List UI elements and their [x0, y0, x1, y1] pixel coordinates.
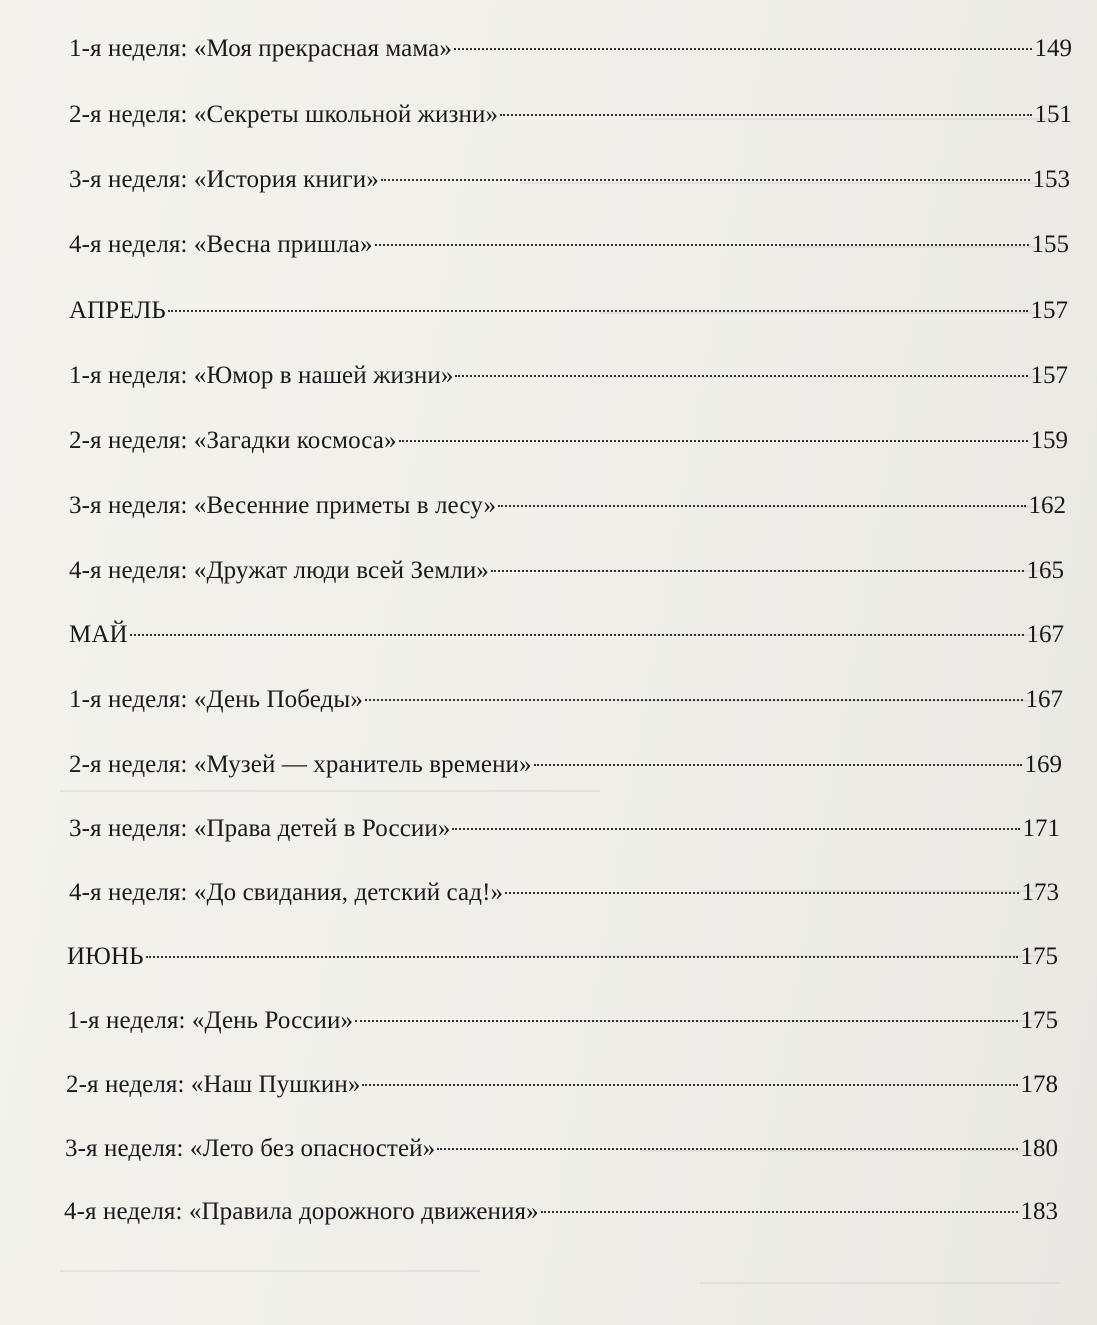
toc-entry-title: 1-я неделя: «День Победы» — [69, 686, 363, 713]
dot-leader — [541, 1211, 1018, 1213]
toc-entry-page: 151 — [1034, 101, 1072, 128]
toc-entry-page: 180 — [1020, 1135, 1058, 1162]
toc-entry-page: 178 — [1020, 1071, 1058, 1098]
toc-entry — [69, 165, 1070, 195]
toc-entry-page: 157 — [1030, 362, 1068, 389]
dot-leader — [498, 505, 1025, 507]
toc-entry — [69, 556, 1064, 586]
toc-entry-page: 165 — [1026, 557, 1064, 584]
dot-leader — [455, 375, 1027, 377]
toc-section-june — [67, 942, 1058, 972]
toc-entry-title: 2-я неделя: «Наш Пушкин» — [66, 1071, 361, 1098]
dot-leader — [375, 244, 1029, 246]
toc-entry-title: 3-я неделя: «Лето без опасностей» — [65, 1135, 436, 1162]
toc-section-title: АПРЕЛЬ — [69, 297, 166, 324]
dot-leader — [452, 828, 1019, 830]
dot-leader — [500, 114, 1031, 116]
toc-entry — [69, 685, 1063, 715]
toc-entry-title: 1-я неделя: «Моя прекрасная мама» — [69, 35, 452, 62]
toc-entry-page: 162 — [1028, 492, 1066, 519]
toc-entry-page: 153 — [1032, 166, 1070, 193]
toc-entry — [69, 750, 1062, 780]
toc-entry — [69, 34, 1072, 64]
dot-leader — [130, 634, 1024, 636]
toc-section-may — [69, 620, 1064, 650]
toc-entry-title: 2-я неделя: «Загадки космоса» — [69, 427, 397, 454]
toc-entry-page: 175 — [1020, 1007, 1058, 1034]
toc-entry-title: 4-я неделя: «Дружат люди всей Земли» — [69, 557, 489, 584]
toc-entry-title: 2-я неделя: «Секреты школьной жизни» — [69, 101, 499, 128]
toc-entry — [69, 878, 1059, 908]
toc-entry — [69, 491, 1066, 521]
toc-entry-title: 3-я неделя: «История книги» — [69, 166, 379, 193]
toc-entry — [69, 426, 1068, 456]
toc-entry-page: 155 — [1031, 231, 1069, 258]
dot-leader — [534, 764, 1022, 766]
toc-entry — [66, 1070, 1058, 1100]
dot-leader — [362, 1084, 1017, 1086]
toc-entry-page: 169 — [1024, 751, 1062, 778]
toc-entry-page: 173 — [1021, 879, 1059, 906]
dot-leader — [365, 699, 1023, 701]
toc-entry — [67, 1006, 1058, 1036]
toc-entry-page: 171 — [1022, 815, 1060, 842]
toc-entry-title: 4-я неделя: «До свидания, детский сад!» — [69, 879, 504, 906]
dot-leader — [355, 1020, 1017, 1022]
toc-entry-page: 167 — [1026, 621, 1064, 648]
toc-entry-title: 2-я неделя: «Музей — хранитель времени» — [69, 751, 532, 778]
toc-entry — [69, 230, 1069, 260]
toc-section-title: ИЮНЬ — [67, 943, 144, 970]
toc-entry-page: 175 — [1020, 943, 1058, 970]
toc-entry — [69, 814, 1060, 844]
toc-entry-title: 4-я неделя: «Весна пришла» — [69, 231, 373, 258]
dot-leader — [437, 1148, 1017, 1150]
toc-entry-title: 4-я неделя: «Правила дорожного движения» — [64, 1198, 539, 1225]
toc-entry-page: 149 — [1034, 35, 1072, 62]
dot-leader — [454, 48, 1032, 50]
toc-entry-title: 3-я неделя: «Права детей в России» — [69, 815, 451, 842]
toc-entry — [65, 1134, 1058, 1164]
toc-entry-page: 167 — [1025, 686, 1063, 713]
toc-entry-title: 3-я неделя: «Весенние приметы в лесу» — [69, 492, 497, 519]
toc-entry-title: 1-я неделя: «Юмор в нашей жизни» — [69, 362, 454, 389]
toc-entry — [69, 361, 1068, 391]
toc-section-april — [69, 296, 1068, 326]
dot-leader — [491, 570, 1024, 572]
toc-entry-page: 183 — [1020, 1198, 1058, 1225]
dot-leader — [399, 440, 1028, 442]
dot-leader — [381, 179, 1030, 181]
toc-entry-page: 159 — [1030, 427, 1068, 454]
toc-entry-title: 1-я неделя: «День России» — [67, 1007, 354, 1034]
dot-leader — [505, 892, 1018, 894]
toc-entry — [64, 1197, 1058, 1227]
dot-leader — [168, 310, 1028, 312]
toc-entry-page: 157 — [1030, 297, 1068, 324]
toc-entry — [69, 100, 1072, 130]
toc-section-title: МАЙ — [69, 621, 128, 648]
dot-leader — [146, 956, 1018, 958]
